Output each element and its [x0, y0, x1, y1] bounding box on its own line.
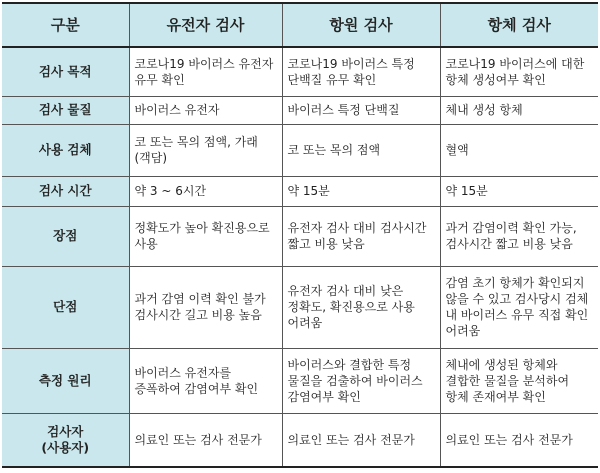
row-label: 단점	[2, 266, 129, 348]
table-cell: 의료인 또는 검사 전문가	[440, 414, 598, 467]
table-cell: 바이러스 유전자	[129, 96, 282, 125]
table-row	[2, 414, 598, 467]
table-row	[2, 96, 598, 125]
table-cell: 의료인 또는 검사 전문가	[282, 414, 440, 467]
header-antigen-test: 항원 검사	[282, 3, 440, 47]
row-label: 검사 시간	[2, 176, 129, 207]
table-cell: 과거 감염 이력 확인 불가 검사시간 길고 비용 높음	[129, 266, 282, 348]
table-row	[2, 266, 598, 348]
table-cell: 감염 초기 항체가 확인되지 않을 수 있고 검사당시 검체 내 바이러스 유무 직접 확인 어려움	[440, 266, 598, 348]
header-antibody-test: 항체 검사	[440, 3, 598, 47]
row-label: 검사 목적	[2, 47, 129, 96]
table-cell: 코로나19 바이러스에 대한 항체 생성여부 확인	[440, 47, 598, 96]
table-cell: 바이러스와 결합한 특정 물질을 검출하여 바이러스 감염여부 확인	[282, 348, 440, 414]
table-cell: 코 또는 목의 점액, 가래(객담)	[129, 125, 282, 176]
table-header-row	[2, 3, 598, 47]
row-label: 측정 원리	[2, 348, 129, 414]
table-cell: 체내에 생성된 항체와 결합한 물질을 분석하여 항체 존재여부 확인	[440, 348, 598, 414]
table-row	[2, 47, 598, 96]
header-gene-test: 유전자 검사	[129, 3, 282, 47]
table-cell: 유전자 검사 대비 낮은 정확도, 확진용으로 사용 어려움	[282, 266, 440, 348]
table-row	[2, 348, 598, 414]
table-cell: 체내 생성 항체	[440, 96, 598, 125]
table-cell: 약 15분	[282, 176, 440, 207]
table-cell: 코 또는 목의 점액	[282, 125, 440, 176]
row-label: 사용 검체	[2, 125, 129, 176]
table-cell: 코로나19 바이러스 유전자 유무 확인	[129, 47, 282, 96]
table-cell: 코로나19 바이러스 특정 단백질 유무 확인	[282, 47, 440, 96]
row-label: 장점	[2, 207, 129, 266]
table-cell: 유전자 검사 대비 검사시간 짧고 비용 낮음	[282, 207, 440, 266]
row-label: 검사 물질	[2, 96, 129, 125]
table-cell: 혈액	[440, 125, 598, 176]
table-cell: 과거 감염이력 확인 가능, 검사시간 짧고 비용 낮음	[440, 207, 598, 266]
table-cell: 약 3 ~ 6시간	[129, 176, 282, 207]
table-cell: 의료인 또는 검사 전문가	[129, 414, 282, 467]
header-category: 구분	[2, 3, 129, 47]
table-cell: 약 15분	[440, 176, 598, 207]
row-label: 검사자 (사용자)	[2, 414, 129, 467]
table-cell: 바이러스 유전자를 증폭하여 감염여부 확인	[129, 348, 282, 414]
table-cell: 바이러스 특정 단백질	[282, 96, 440, 125]
table-cell: 정확도가 높아 확진용으로 사용	[129, 207, 282, 266]
table-row	[2, 125, 598, 176]
table-row	[2, 207, 598, 266]
comparison-table	[2, 2, 598, 468]
table-row	[2, 176, 598, 207]
